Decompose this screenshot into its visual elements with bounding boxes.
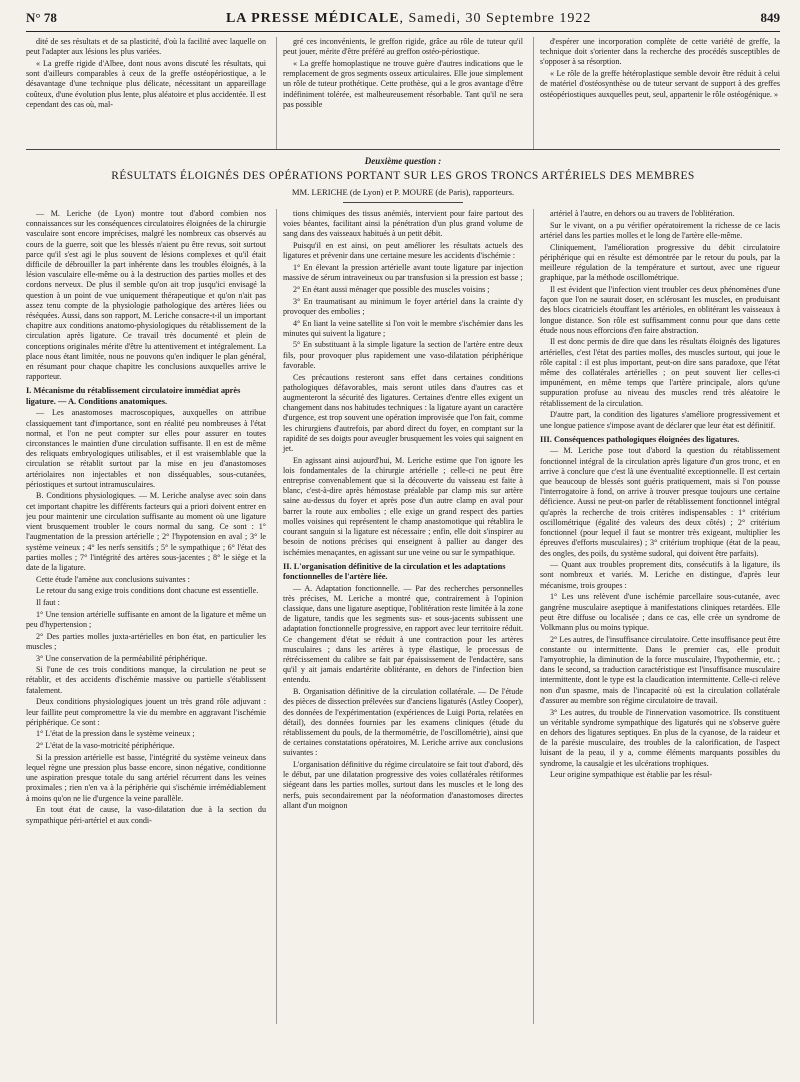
top-column [276, 37, 523, 149]
issue-date: , Samedi, 30 Septembre 1922 [399, 11, 592, 26]
paragraph: « La greffe homoplastique ne trouve guère d'autres indications que le remplacement de gros segments osseux articulaires. Elle joue simplement un rôle de tuteur prothétique. Cette prothèse, qui a le gros avantage d'être indéfiniment tolérée, est malheureusement résorbable. Tant qu'il ne sera pas possible [283, 58, 523, 109]
paragraph: — Quant aux troubles proprement dits, consécutifs à la ligature, ils sont nombreux et variés. M. Leriche en distingue, d'après leur mécanisme, trois groupes : [540, 560, 780, 590]
paragraph: tions chimiques des tissus anémiés, intervient pour faire partout des voies béantes, facilitant ainsi la pénétration d'un plus grand volume de sang dans des vaisseaux habitués à un petit débit. [283, 209, 523, 239]
section-question: Deuxième question : [364, 156, 442, 166]
top-column [533, 37, 780, 149]
top-columns [26, 37, 780, 150]
paragraph: 2° En étant aussi ménager que possible des muscles voisins ; [293, 284, 490, 294]
paragraph: 3° Les autres, du trouble de l'innervation vasomotrice. Ils constituent un véritable syndrome sympathique des ligaturés qui ne s'observe guère en dehors des ligatures septiques. En plus de la cyanose, de la raideur et de la parésie musculaire, des troubles de la calorification, de l'aspect luisant de la peau, il y a, comme éléments marquants possibles du syndrome, la causalgie et les ulcérations trophiques. [540, 707, 780, 768]
article-column [276, 209, 523, 1024]
journal-name: LA PRESSE MÉDICALE [225, 11, 400, 26]
page-number: 849 [760, 10, 780, 25]
paragraph: 1° Une tension artérielle suffisante en amont de la ligature et même un peu d'hypertension ; [26, 609, 266, 629]
issue-number: N° 78 [26, 10, 57, 25]
article-columns [26, 209, 780, 1024]
paragraph: En tout état de cause, la vaso-dilatation due à la section du sympathique péri-artériel et aux condi- [26, 805, 266, 825]
paragraph: Le retour du sang exige trois conditions dont chacune est essentielle. [36, 586, 259, 596]
top-column [26, 37, 266, 149]
paragraph: Leur origine sympathique est établie par les résul- [550, 770, 713, 780]
paragraph: « Le rôle de la greffe hétéroplastique semble devoir être réduit à celui de matériel d'ostéosynthèse ou de tuteur servant de support à des greffes ostéopériostiques auxquelles peut, seul, appartenir le rôle ostéogénique. » [540, 69, 780, 99]
paragraph: Puisqu'il en est ainsi, on peut améliorer les résultats actuels des ligatures et prévenir dans une certaine mesure les accidents d'ischémie : [283, 241, 523, 261]
paragraph: Cliniquement, l'amélioration progressive du débit circulatoire périphérique qui en résulte est démontrée par le retour du pouls, par la meilleure régulation de la température et surtout, avec une rigueur graphique, par la méthode oscillométrique. [540, 242, 780, 283]
paragraph: 1° L'état de la pression dans le système veineux ; [36, 729, 195, 739]
paragraph: — A. Adaptation fonctionnelle. — Par des recherches personnelles très précises, M. Leriche a montré que, contrairement à l'opinion classique, dans une ligature aseptique, l'oblitération reste limitée à la zone de ligature, tandis que les segments sus- et sous-jacents subissent une adaptation fonctionnelle progressive, en rapport avec leur territoire réduit. Ce changement d'état se réduit à une contraction pour les artères musculaires ; dans les artères à type élastique, le processus de rétrécissement du calibre se fait par épaississement de l'endactère, sans qu'il y ait jamais endartérite oblitérante, en dehors de l'infection bien entendu. [283, 583, 523, 685]
article-column [26, 209, 266, 1024]
paragraph: d'espérer une incorporation complète de cette variété de greffe, la technique doit s'orienter dans la recherche des procédés susceptibles de s'opposer à sa résorption. [540, 37, 780, 67]
section-heading [26, 156, 780, 203]
paragraph: — M. Leriche pose tout d'abord la question du rétablissement fonctionnel intégral de la circulation après ligature d'un gros tronc, et en arrive à conclure que c'est là une éventualité exceptionnelle. Il est certain que beaucoup de blessés sont guéris pratiquement, mais si l'on pousse l'interrogatoire à fond, on arrive à trouver presque toujours une certaine déficience. Aussi ne peut-on parler de rétablissement fonctionnel intégral qu'après la recherche de trois critères indispensables : 1° critérium oscillométrique (égalité des valeurs des deux côtés) ; 2° critérium fonctionnel (pour lequel il faut se montrer très exigeant, multiplier les épreuves d'efforts musculaires) ; 3° critérium trophique (état de la peau, des ongles, des poils, du système sudoral, qui doivent être parfaits). [540, 446, 780, 558]
paragraph: 3° En traumatisant au minimum le foyer artériel dans la crainte d'y provoquer des embolies ; [283, 296, 523, 316]
paragraph: 2° L'état de la vaso-motricité périphérique. [36, 741, 175, 751]
paragraph: Il est évident que l'infection vient troubler ces deux phénomènes d'une façon que l'on ne saurait doser, en sclérosant les muscles, en produisant des blocs cicatriciels étouffant les artérioles, en oblitérant les vaisseaux à longue distance. Son rôle est suffisamment connu pour que dans cette étude nous nous efforcions d'en faire abstraction. [540, 284, 780, 335]
paragraph: B. Conditions physiologiques. — M. Leriche analyse avec soin dans cet important chapitre les différents facteurs qui a priori doivent entrer en jeu pour maintenir une circulation suffisante au moment où une ligature vient brusquement troubler le cours normal du sang. Ce sont : 1° l'augmentation de la pression artérielle ; 2° l'hypotension en aval ; 3° le système veineux ; 4° les nerfs sensitifs ; 5° le sympathique ; 6° l'état des parties molles ; 7° l'intégrité des artères sous-jacentes ; 8° le siège et la date de la ligature. [26, 491, 266, 572]
paragraph: 4° En liant la veine satellite si l'on voit le membre s'ischémier dans les minutes qui suivent la ligature ; [283, 318, 523, 338]
section-subheading: I. Mécanisme du rétablissement circulatoire immédiat après ligature. — A. Conditions anatomiques. [26, 386, 241, 406]
paragraph: B. Organisation définitive de la circulation collatérale. — De l'étude des pièces de dissection prélevées sur d'anciens ligaturés (Astley Cooper), des données de l'expérimentation (expériences de Luigi Porta, relatées en détail), des données fournies par les examens cliniques (étude du rétablissement du pouls, de la thermométrie, de l'oscillométrie), ainsi que de certaines constatations opératoires, M. Leriche arrive aux conclusions suivantes : [283, 687, 523, 758]
paragraph: 1° En élevant la pression artérielle avant toute ligature par injection massive de sérum intraveineux ou par transfusion si la pression est basse ; [283, 263, 523, 283]
paragraph: — M. Leriche (de Lyon) montre tout d'abord combien nos connaissances sur les conséquences circulatoires éloignées de la chirurgie vasculaire sont encore imprécises, malgré les nombreux cas observés au cours de la guerre, soit que les blessés n'aient pu être revus, soit surtout parce qu'il s'est agi le plus souvent de lésions complexes et qu'il était difficile de débrouiller la part inhérente dans les troubles éloignés, à la lésion vasculaire elle-même ou à la destruction des parties molles et des cordons nerveux. De plus il semble qu'on ait trop jusqu'ici envisagé la question à un point de vue uniquement thérapeutique et qu'on n'ait pas assez tenu compte de la physiologie pathologique des artères liées ou réséquées. Aussi, dans son rapport, M. Leriche consacre-t-il un important chapitre aux conditions anatomo-physiologiques du rétablissement de la circulation après ligature. Ce travail très documenté et plein de conceptions originales mérite d'être lu attentivement et intégralement. La place nous étant limitée, nous ne pouvons qu'en indiquer le plan général, en résumant pour chaque chapitre les conclusions auxquelles arrive le rapporteur. [26, 209, 266, 382]
paragraph: gré ces inconvénients, le greffon rigide, grâce au rôle de tuteur qu'il peut jouer, mérite d'être préféré au greffon ostéo-périostique. [283, 37, 523, 57]
section-subheading: III. Conséquences pathologiques éloignées des ligatures. [540, 434, 740, 444]
paragraph: L'organisation définitive du régime circulatoire se fait tout d'abord, dès le début, par une dilatation progressive des voies collatérales rétiformes siégeant dans les parties molles, surtout dans les muscles et le long des nerfs, puis secondairement par la néoformation d'anastomoses directes allant d'un moignon [283, 760, 523, 810]
paragraph: En agissant ainsi aujourd'hui, M. Leriche estime que l'on ignore les lois fondamentales de la chirurgie artérielle ; celle-ci ne peut être entreprise convenablement que si la découverte du vaisseau est faite à blanc, c'est-à-dire après hémostase préalable par clamp mis sur artère saine au-dessus du foyer et après pose d'un autre clamp en aval pour barrer la route aux embolies ; elle exige un grand respect des parties molles voisines qui représentent le champ anastomotique qui rétablira le courant sanguin si la ligature est nécessaire ; enfin, elle doit s'inspirer au besoin de notions précises qui enseignent à pallier au danger des ischémies menaçantes, en agissant sur une veine ou sur le sympathique. [283, 455, 523, 557]
page-header [26, 10, 780, 32]
section-title: RÉSULTATS ÉLOIGNÉS DES OPÉRATIONS PORTANT SUR LES GROS TRONCS ARTÉRIELS DES MEMBRES [111, 170, 695, 182]
section-divider [343, 202, 463, 203]
paragraph: 2° Des parties molles juxta-artérielles en bon état, en particulier les muscles ; [26, 631, 266, 651]
paragraph: « La greffe rigide d'Albee, dont nous avons discuté les résultats, qui sont d'ailleurs comparables à ceux de la greffe ostéopériostique, a le désavantage d'une technique plus délicate, nécessitant un appareillage coûteux, d'une évolution plus lente, plus aléatoire et plus accidentée. Il est cependant des cas où, mal- [26, 58, 266, 109]
paragraph: 2° Les autres, de l'insuffisance circulatoire. Cette insuffisance peut être constante ou intermittente. Dans le premier cas, elle produit l'amyotrophie, la diminution de la force musculaire, l'hypothermie, etc. ; dans le second, sa traduction caractéristique est l'insuffisance musculaire intermittente, dont le type est la claudication intermittente. Celle-ci relève non d'un spasme, mais de l'incapacité où est la circulation collatérale d'assurer au membre son régime circulatoire de travail. [540, 634, 780, 705]
section-authors: MM. LERICHE (de Lyon) et P. MOURE (de Paris), rapporteurs. [291, 187, 515, 197]
paragraph: Cette étude l'amène aux conclusions suivantes : [36, 574, 190, 584]
section-subheading: II. L'organisation définitive de la circulation et les adaptations fonctionnelles de l'artère liée. [283, 561, 506, 581]
paragraph: 1° Les uns relèvent d'une ischémie parcellaire sous-cutanée, avec gangrène musculaire aseptique à manifestations cliniques retardées. Elle peut être diffuse ou localisée ; dans ce cas, elle crée un syndrome de Volkmann plus ou moins typique. [540, 592, 780, 632]
paragraph: artériel à l'autre, en dehors ou au travers de l'oblitération. [550, 209, 735, 218]
paragraph: Sur le vivant, on a pu vérifier opératoirement la richesse de ce lacis artériel dans les parties molles et le long de l'artère elle-même. [540, 220, 780, 240]
paragraph: Il faut : [36, 598, 60, 608]
paragraph: — Les anastomoses macroscopiques, auxquelles on attribue classiquement tant d'importance, sont en réalité peu nombreuses à l'état normal, et l'on ne peut compter sur elles pour assurer en toutes circonstances le maintien d'une circulation suffisante. Il en est de même des reliquats embryologiques utilisables, et il est vraisemblable que la circulation se rétablit surtout par la mise en jeu d'anastomoses artériolaires non injectables et non disséquables, sous-cutanées, périostiques et surtout intramusculaires. [26, 408, 266, 489]
paragraph: dité de ses résultats et de sa plasticité, d'où la facilité avec laquelle on peut l'adapter aux lésions les plus variées. [26, 37, 266, 57]
article-column [533, 209, 780, 1024]
paragraph: Deux conditions physiologiques jouent un très grand rôle adjuvant : leur faillite peut compromettre la vie du membre en aggravant l'ischémie périphérique. Ce sont : [26, 697, 266, 727]
paragraph: Si la pression artérielle est basse, l'intégrité du système veineux dans lequel règne une pression plus basse encore, sinon négative, conditionne une aspiration presque totale du sang artériel récurrent dans les veines proximales ; rien n'en va à la périphérie qui s'ischémie irrémédiablement à moins qu'on ne lie d'urgence la veine parallèle. [26, 752, 266, 803]
paragraph: Il est donc permis de dire que dans les résultats éloignés des ligatures artérielles, c'est l'état des parties molles, des muscles surtout, qui joue le rôle capital : il est plus important, peut-on dire sans paradoxe, que l'état même des collatérales artérielles ; on peut souvent lier celles-ci impunément, en même temps que l'artère principale, alors qu'une suppuration profuse au niveau des muscles rend très aléatoire le rétablissement de la circulation. [540, 337, 780, 408]
paragraph: D'autre part, la condition des ligatures s'améliore progressivement et une longue patience s'impose avant de déclarer que leur état est définitif. [540, 410, 780, 430]
paragraph: Ces précautions resteront sans effet dans certaines conditions pathologiques défavorables, mais seront utiles dans d'autres cas et augmenteront la sécurité des ligatures. Certaines d'entre elles exigent un changement dans nos habitudes techniques : la ligature ayant un caractère d'urgence, est trop souvent une opération improvisée que l'on fait, comme les chirurgiens d'autrefois, par abord direct du foyer, en comptant sur la rapidité de ses doigts pour aveugler brusquement les voies qui saignent en jet. [283, 372, 523, 453]
paragraph: 3° Une conservation de la perméabilité périphérique. [36, 653, 208, 663]
paragraph: 5° En substituant à la simple ligature la section de l'artère entre deux fils, pour provoquer plus rapidement une vaso-dilatation périphérique favorable. [283, 340, 523, 370]
paragraph: Si l'une de ces trois conditions manque, la circulation ne peut se rétablir, et des accidents d'ischémie massive ou partielle s'établissent fatalement. [26, 665, 266, 695]
journal-title [226, 11, 591, 27]
